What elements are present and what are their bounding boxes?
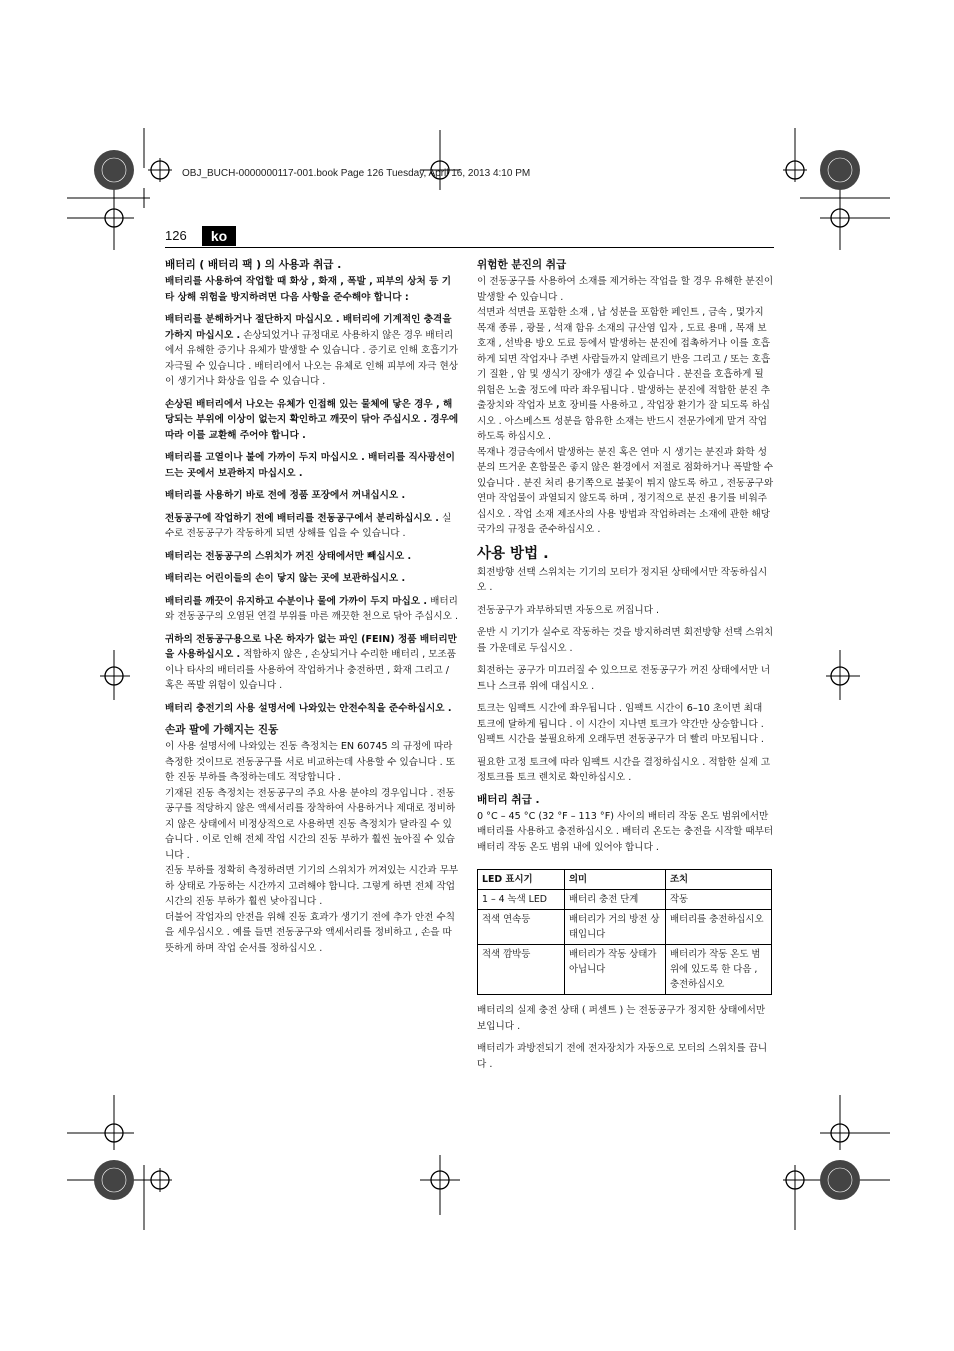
dust-para-3: 목재나 경금속에서 발생하는 분진 혹은 연마 시 생기는 분진과 화학 성분의 뜨거운 혼합물은 좋지 않은 환경에서 저절로 점화하거나 폭발할 수 있습니다 . 분진 처리 용기쪽으로 불꽃이 튀지 않도록 하고 , 전동공구와 연마 작업물이 과열되지 않도록 하며 , 정기적으로 분진 용기를 비워주십시오 . 작업 소재 제조사의 사용 방법과 작업하려는 소재에 관한 해당 국가의 규정을 준수하십시오 . (477, 446, 774, 535)
color-bar-disc (820, 1160, 860, 1200)
battery-warning-1: 배터리를 분해하거나 절단하지 마십시오 . 배터리에 기계적인 충격을 가하지 마십시오 . 손상되었거나 규정대로 사용하지 않은 경우 배터리에서 유해한 증기나 유체가 발생할 수 있습니다 . 증기로 인해 호흡기가 자극될 수 있습니다 . 배터리에서 나오는 유체로 인해 피부에 자극 현상이 생기거나 화상을 입을 수 있습니다 . (165, 314, 459, 387)
usage-para-3: 운반 시 기기가 실수로 작동하는 것을 방지하려면 회전방향 선택 스위치를 가운데로 두십시오 . (477, 627, 774, 654)
battery-handling-para-3: 배터리가 과방전되기 전에 전자장치가 자동으로 모터의 스위치를 끕니다 . (477, 1043, 768, 1070)
right-column (477, 258, 774, 1079)
file-info-line: OBJ_BUCH-0000000117-001.book Page 126 Tuesday, April 16, 2013 4:10 PM (182, 168, 531, 179)
color-bar-disc (94, 150, 134, 190)
table-row (478, 945, 772, 995)
page-number: 126 (165, 228, 187, 243)
battery-warning-2: 손상된 배터리에서 나오는 유체가 인접해 있는 물체에 닿은 경우 , 해당되는 부위에 이상이 없는지 확인하고 깨끗이 닦아 주십시오 . 경우에 따라 이를 교환해 주어야 합니다 . (165, 398, 459, 441)
table-row (478, 910, 772, 945)
battery-warning-9: 귀하의 전동공구용으로 나온 하자가 없는 파인 (FEIN) 정품 배터리만을 사용하십시오 . 적합하지 않은 , 손상되거나 수리한 배터리 , 모조품이나 타사의 배터리를 사용하여 작업하거나 충전하면 , 화재 그리고 / 혹은 폭발 위험이 있습니다 . (165, 633, 457, 691)
table-header-row (478, 870, 772, 890)
usage-section-title: 사용 방법 . (477, 545, 549, 562)
battery-warning-4: 배터리를 사용하기 바로 전에 정품 포장에서 꺼내십시오 . (165, 490, 406, 501)
header-rule (165, 247, 774, 248)
battery-handling-para-2: 배터리의 실제 충전 상태 ( 퍼센트 ) 는 전동공구가 정지한 상태에서만 보입니다 . (477, 1005, 766, 1032)
table-cell: 적색 깜박등 (478, 945, 565, 995)
battery-handling-para-1: 0 °C – 45 °C (32 °F – 113 °F) 사이의 배터리 작동 온도 범위에서만 배터리를 사용하고 충전하십시오 . 배터리 온도는 충전을 시작할 때부터 배터리 작동 온도 범위 내에 있어야 합니다 . (477, 810, 774, 853)
table-cell: 배터리 충전 단계 (565, 890, 666, 910)
table-header-cell: 조치 (666, 870, 772, 890)
vibration-section-title: 손과 팔에 가해지는 진동 (165, 724, 279, 736)
usage-para-6: 필요한 고정 토크에 따라 임팩트 시간을 결정하십시오 . 적합한 실제 고정토크를 토크 렌치로 확인하십시오 . (477, 756, 771, 783)
vibration-para-2: 기재된 진동 측정치는 전동공구의 주요 사용 분야의 경우입니다 . 전동공구를 적당하지 않은 액세서리를 장착하여 사용하거나 제대로 정비하지 않은 상태에서 비정상적으로 사용하면 진동 측정치가 달라질 수 있습니다 . 이로 인해 전체 작업 시간의 진동 부하가 훨씬 높아질 수 있습니다 . (165, 787, 456, 861)
language-tab: ko (202, 226, 236, 246)
table-cell: 배터리가 작동 상태가 아닙니다 (565, 945, 666, 995)
usage-para-4: 회전하는 공구가 미끄러질 수 있으므로 전동공구가 꺼진 상태에서만 너트나 스크류 위에 대십시오 . (477, 665, 771, 692)
table-cell: 작동 (666, 890, 772, 910)
color-bar-disc (820, 150, 860, 190)
table-cell: 적색 연속등 (478, 910, 565, 945)
battery-warning-3: 배터리를 고열이나 불에 가까이 두지 마십시오 . 배터리를 직사광선이 드는 곳에서 보관하지 마십시오 . (165, 452, 455, 479)
table-cell: 배터리를 충전하십시오 (666, 910, 772, 945)
battery-warning-8: 배터리를 깨끗이 유지하고 수분이나 물에 가까이 두지 마십오 . 배터리와 전동공구의 오염된 연결 부위를 마른 깨끗한 천으로 닦아 주십시오 . (165, 595, 459, 622)
table-header-cell: 의미 (565, 870, 666, 890)
dust-section-title: 위험한 분진의 취급 (477, 259, 567, 271)
battery-warning-6: 배터리는 전동공구의 스위치가 꺼진 상태에서만 빼십시오 . (165, 550, 412, 562)
usage-para-1: 회전방향 선택 스위치는 기기의 모터가 정지된 상태에서만 작동하십시오 . (477, 566, 768, 593)
battery-handling-title: 배터리 취급 . (477, 793, 540, 806)
battery-warning-5: 전동공구에 작업하기 전에 배터리를 전동공구에서 분리하십시오 . 실수로 전동공구가 작동하게 되면 상해를 입을 수 있습니다 . (165, 512, 452, 539)
table-cell: 1 – 4 녹색 LED (478, 890, 565, 910)
vibration-para-3: 진동 부하를 정확히 측정하려면 기기의 스위치가 꺼져있는 시간과 무부하 상태로 가동하는 시간까지 고려해야 합니다. 그렇게 하면 전체 작업 시간의 진동 부하가 훨씬 낮아집니다 . (165, 865, 459, 907)
dust-para-1: 이 전동공구를 사용하여 소재를 제거하는 작업을 할 경우 유해한 분진이 발생할 수 있습니다 . (477, 276, 774, 303)
usage-para-2: 전동공구가 과부하되면 자동으로 꺼집니다 . (477, 604, 660, 616)
table-row (478, 890, 772, 910)
usage-para-5: 토크는 임팩트 시간에 좌우됩니다 . 임팩트 시간이 6–10 초이면 최대 토크에 달하게 됩니다 . 이 시간이 지나면 토크가 약간만 상승합니다 . 임팩트 시간을 불필요하게 오래두면 전동공구가 더 빨리 마모됩니다 . (477, 703, 764, 745)
battery-warning-7: 배터리는 어린이들의 손이 닿지 않는 곳에 보관하십시오 . (165, 573, 406, 584)
vibration-para-1: 이 사용 설명서에 나와있는 진동 측정치는 EN 60745 의 규정에 따라 측정한 것이므로 전동공구를 서로 비교하는데 사용할 수 있습니다 . 또한 진동 부하를 측정하는데도 적당합니다 . (165, 741, 455, 783)
table-cell: 배터리가 작동 온도 범위에 있도록 한 다음 , 충전하십시오 (666, 945, 772, 995)
color-bar-disc (94, 1160, 134, 1200)
left-column (165, 258, 459, 963)
battery-warning-10: 배터리 충전기의 사용 설명서에 나와있는 안전수칙을 준수하십시오 . (165, 702, 452, 714)
battery-section-title: 배터리 ( 배터리 팩 ) 의 사용과 취급 . (165, 259, 342, 271)
dust-para-2: 석면과 석면을 포함한 소재 , 납 성분을 포함한 페인트 , 금속 , 몇가지 목재 종류 , 광물 , 석재 함유 소재의 규산염 입자 , 도료 용매 , 목재 보호재 , 선박용 방오 도료 등에서 발생하는 분진에 접촉하거나 이를 호흡하게 되면 작업자나 주변 사람들까지 알레르기 반응 그리고 / 또는 호흡기 질환 , 암 및 생식기 장애가 생길 수 있습니다 . 분진을 호흡하게 될 위험은 노출 정도에 따라 좌우됩니다 . 발생하는 분진에 적합한 분진 추출장치와 작업자 보호 장비를 사용하고 , 작업장 환기가 잘 되도록 하십시오 . 아스베스트 성분을 함유한 소재는 반드시 전문가에게 맡겨 작업하도록 하십시오 . (477, 307, 771, 442)
vibration-para-4: 더불어 작업자의 안전을 위해 진동 효과가 생기기 전에 추가 안전 수칙을 세우십시오 . 예를 들면 전동공구와 액세서리를 정비하고 , 손을 따뜻하게 하며 작업 순서를 정하십시오 . (165, 911, 455, 954)
battery-intro: 배터리를 사용하여 작업할 때 화상 , 화재 , 폭발 , 피부의 상처 등 기타 상해 위험을 방지하려면 다음 사항을 준수해야 합니다 : (165, 276, 452, 303)
table-header-cell: LED 표시기 (478, 870, 565, 890)
led-indicator-table (477, 869, 772, 995)
table-cell: 배터리가 거의 방전 상태입니다 (565, 910, 666, 945)
